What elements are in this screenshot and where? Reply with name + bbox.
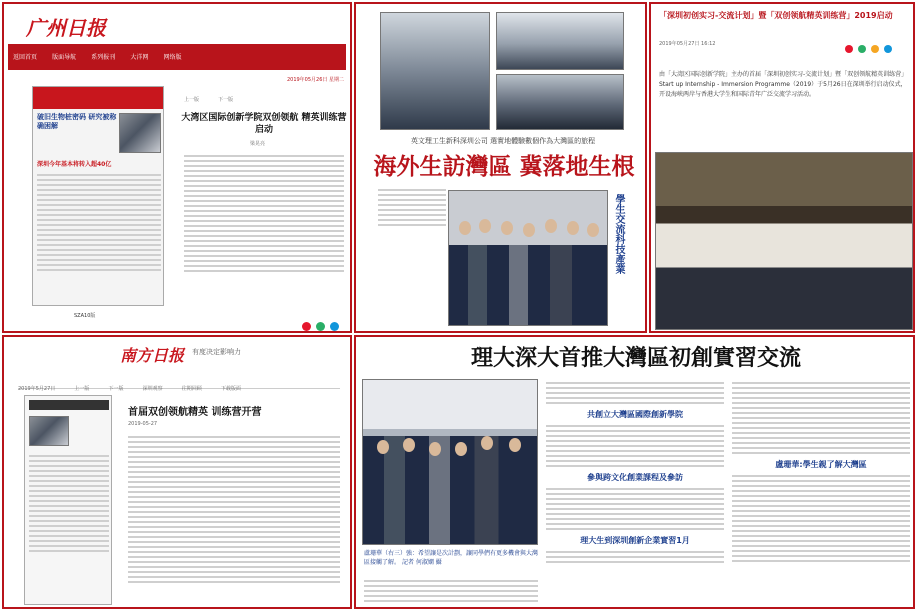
nf-date: 2019-05-27 xyxy=(128,421,158,427)
hk-photo-right1 xyxy=(496,12,624,70)
paper-caption-text: 盧珊華（右三）強：希望讓是次計劃，讓同學們有更多機會與大灣區接觸了解。 xyxy=(364,550,539,566)
web-headline: 「深圳初创实习-交流计划」暨「双创领航精英训练营」2019启动 xyxy=(659,11,893,20)
nf-frontpage[interactable] xyxy=(24,395,112,605)
web-share[interactable] xyxy=(845,38,905,48)
share-icon[interactable] xyxy=(871,45,879,53)
nf-nav-prev[interactable]: 上一版 xyxy=(74,386,90,392)
panel-guangzhou-daily xyxy=(2,2,352,333)
panel-hk-news-photos xyxy=(354,2,647,333)
gz-fp-photo xyxy=(119,113,161,153)
paper-headline: 理大深大首推大灣區初創實習交流 xyxy=(470,345,801,371)
hk-side-vertical: 學生交流科技產業 xyxy=(613,194,624,274)
paper-section-2: 參與跨文化創業課程及參訪 xyxy=(587,473,683,482)
gz-pager xyxy=(184,86,344,105)
paper-caption-credit: 記者 何淑嫻 攝 xyxy=(401,559,442,566)
nf-slogan: 有度决定影响力 xyxy=(192,348,241,356)
gz-byline: 梁晃亮 xyxy=(250,141,266,147)
paper-caption xyxy=(364,549,538,567)
gz-nav-wechat[interactable]: 微信公众号 xyxy=(13,74,44,81)
paper-col-right xyxy=(732,379,910,565)
hk-title-small: 英文理工生新科深圳公司 選實地體驗數個作為大灣區的旅程 xyxy=(410,137,596,145)
gz-article-headline: 大湾区国际创新学院双创领航 精英训练营启动 xyxy=(181,113,347,135)
qq-icon[interactable] xyxy=(330,322,339,331)
hk-article-text xyxy=(378,186,446,229)
nf-article-body xyxy=(128,433,340,586)
gz-logo: 广州日报 xyxy=(26,16,106,40)
gz-share-icons[interactable] xyxy=(302,316,346,326)
nf-nav-next[interactable]: 下一版 xyxy=(108,386,124,392)
gz-prev-button[interactable]: 上一版 xyxy=(184,97,200,103)
web-body: 由「大湾区国际创新学院」主办的首届「深圳初创实习-交流计划」暨「双创领航精英训练营」Start up Internship - Immersion Programme（2019）于5月26日在深圳举行启动仪式，开设海峡两岸与香港大学生和国际青年广泛交流学习活动。 xyxy=(659,71,908,98)
hk-title-big: 海外生訪灣區 冀落地生根 xyxy=(373,153,635,180)
gz-fp-headline: 破旧生物桩密码 研究被称确困解 xyxy=(37,113,117,130)
nf-nav-download[interactable]: 下载版面 xyxy=(220,386,241,392)
share-icon[interactable] xyxy=(858,45,866,53)
nf-nav xyxy=(18,375,340,392)
web-meta: 2019年05月27日 16:12 xyxy=(659,41,716,47)
web-photo xyxy=(655,152,913,330)
gz-date: 2019年05月26日 星期二 xyxy=(286,77,344,83)
gz-nav-series[interactable]: 系列报刊 xyxy=(91,54,116,61)
paper-col-left-text xyxy=(364,577,538,605)
panel-web-article xyxy=(649,2,915,333)
gz-fp-sub: 深圳今年基本将转入超40亿 xyxy=(37,161,112,168)
paper-section-3: 理大生到深圳創新企業實習1月 xyxy=(580,536,690,545)
share-icon[interactable] xyxy=(845,45,853,53)
gz-article-body xyxy=(184,152,344,275)
gz-nav-dayoo[interactable]: 大洋网 xyxy=(130,54,149,61)
gz-nav-web[interactable]: 网络版 xyxy=(163,54,182,61)
share-icon[interactable] xyxy=(884,45,892,53)
paper-col-mid xyxy=(546,379,724,566)
panel-nanfang-daily xyxy=(2,335,352,609)
paper-group-photo xyxy=(362,379,538,545)
nf-nav-archive[interactable]: 往期回顾 xyxy=(181,386,202,392)
gz-page-label: SZA10版 xyxy=(74,313,96,319)
gz-nav-home[interactable]: 返回首页 xyxy=(13,54,38,61)
panel-hk-newspaper xyxy=(354,335,915,609)
hk-group-photo xyxy=(448,190,608,326)
paper-section-4: 盧珊華:學生親了解大灣區 xyxy=(775,460,867,469)
gz-next-button[interactable]: 下一版 xyxy=(218,97,234,103)
hk-photo-top xyxy=(380,12,490,130)
nf-logo: 南方日报 xyxy=(120,346,185,365)
nf-headline: 首届双创领航精英 训练营开营 xyxy=(128,407,262,418)
nf-nav-date[interactable]: 2019年5月27日 xyxy=(18,386,56,392)
gz-nav-pages[interactable]: 版面导航 xyxy=(52,54,77,61)
nf-nav-section[interactable]: 深圳观察 xyxy=(142,386,163,392)
gz-frontpage[interactable] xyxy=(32,86,164,306)
weibo-icon[interactable] xyxy=(302,322,311,331)
hk-photo-right2 xyxy=(496,74,624,130)
wechat-icon[interactable] xyxy=(316,322,325,331)
paper-section-1: 共創立大灣區國際創新學院 xyxy=(587,410,683,419)
